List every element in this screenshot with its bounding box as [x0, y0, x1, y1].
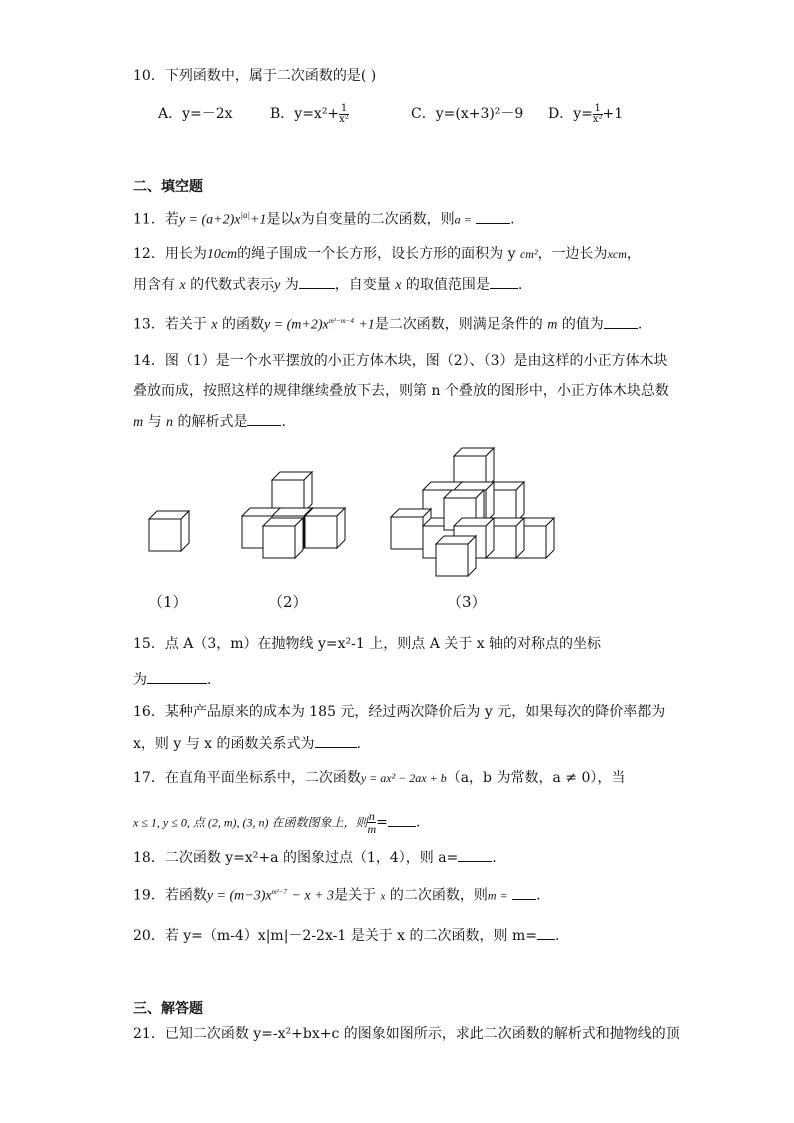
answer-blank[interactable] — [147, 669, 207, 684]
q15-line1: 15．点 A（3，m）在抛物线 y=x²-1 上，则点 A 关于 x 轴的对称点的坐标 — [133, 636, 602, 652]
answer-blank[interactable] — [315, 733, 357, 748]
q14-line2: 叠放而成，按照这样的规律继续叠放下去，则第 n 个叠放的图形中，小正方体木块总数 — [133, 383, 669, 399]
q16-line2: x，则 y 与 x 的函数关系式为 . — [133, 733, 361, 754]
q16-line1: 16．某种产品原来的成本为 185 元，经过两次降价后为 y 元，如果每次的降价率都为 — [133, 704, 666, 720]
q10-option-a: A．y=－2x — [158, 106, 233, 122]
fraction: $\frac{n}{m}$ — [367, 809, 377, 836]
figure-label-2: （2） — [268, 593, 308, 611]
q12-line1: 12．用长为10cm的绳子围成一个长方形，设长方形的面积为 y cm²，一边长为xcm， — [133, 246, 641, 262]
cube-stack-3 — [391, 448, 554, 576]
answer-blank[interactable] — [537, 925, 555, 940]
figure-label-3: （3） — [447, 593, 487, 611]
section-title-answer: 三、解答题 — [133, 1001, 203, 1017]
q14-line1: 14．图（1）是一个水平摆放的小正方体木块，图（2）、（3）是由这样的小正方体木块 — [133, 353, 668, 369]
fraction: $\frac{1}{\text{x²}}$ — [339, 102, 349, 125]
q19: 19．若函数$y = (m-3)x^{m^2-7} - x + 3$是关于 x 的二次函数，则m = . — [133, 882, 541, 907]
answer-blank[interactable] — [512, 885, 536, 900]
q10-option-c: C．y=(x+3)²－9 — [411, 106, 524, 122]
answer-blank[interactable] — [458, 847, 492, 862]
q15-line2: 为 . — [133, 669, 211, 690]
figure-label-1: （1） — [148, 593, 188, 611]
answer-blank[interactable] — [388, 812, 416, 827]
cube-stack-2 — [242, 472, 345, 558]
q10-option-b: B．y=x²+ $\frac{1}{\text{x²}}$ — [270, 102, 349, 125]
q17-line1: 17．在直角平面坐标系中，二次函数y = ax² − 2ax + b（a，b 为常数，a ≠ 0），当 — [133, 770, 626, 786]
q18: 18．二次函数 y=x²+a 的图象过点（1，4），则 a= . — [133, 847, 497, 868]
q21: 21．已知二次函数 y=-x²+bx+c 的图象如图所示，求此二次函数的解析式和抛物线的顶 — [133, 1026, 680, 1042]
fraction: $\frac{1}{\text{x²}}$ — [592, 102, 603, 125]
q10-option-d: D．y= $\frac{1}{\text{x²}}$ +1 — [548, 102, 624, 125]
q11: 11．若$y = (a+2)x^{|a|}+1$是以x为自变量的二次函数，则a = . — [133, 210, 515, 228]
q14-line3: m 与 n 的解析式是 . — [133, 411, 286, 433]
cube — [149, 511, 189, 551]
section-title-fill-in: 二、填空题 — [133, 179, 203, 195]
q12-line2: 用含有 x 的代数式表示y 为 ，自变量 x 的取值范围是 . — [133, 274, 522, 296]
q10-stem: 10．下列函数中，属于二次函数的是( ) — [133, 68, 377, 84]
q20: 20．若 y=（m-4）x|m|－2-2x-1 是关于 x 的二次函数，则 m= . — [133, 925, 559, 946]
q13: 13．若关于 x 的函数$y = (m+2)x^{m^2-m-4} +1$是二次函数，则满足条件的 m 的值为 . — [133, 311, 642, 336]
q17-line2: x ≤ 1, y ≤ 0, 点 (2, m), (3, n) 在函数图象上，则 $\frac{n}{m}$ = . — [133, 809, 421, 836]
